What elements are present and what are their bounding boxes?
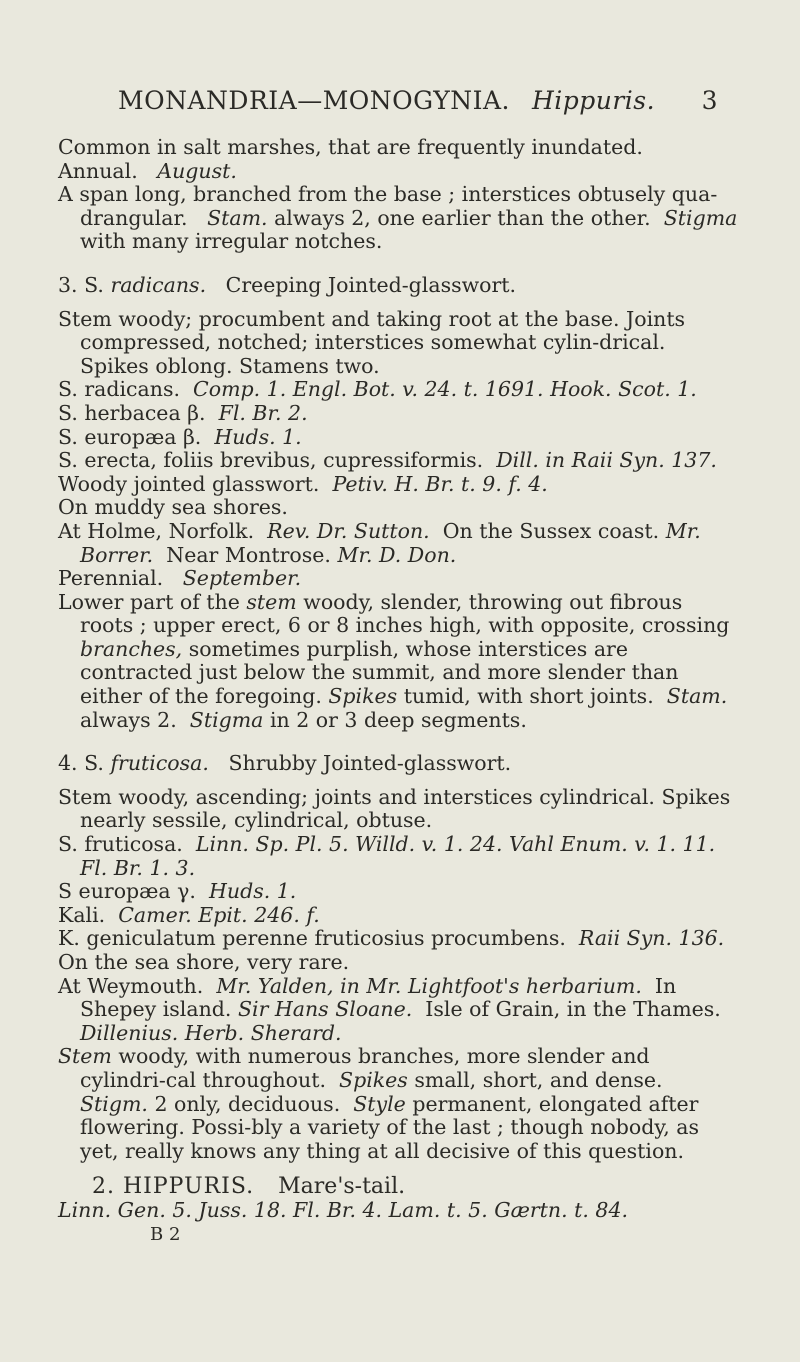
synonym: S. europæa β. Huds. 1.: [58, 424, 302, 449]
flowering-month: August.: [157, 158, 237, 183]
synonym: Kali. Camer. Epit. 246. f.: [58, 902, 320, 927]
body-text: [58, 136, 738, 1246]
locality: At Holme, Norfolk. Rev. Dr. Sutton. On the Sussex coast. Mr. Borrer. Near Montrose. Mr. D. Don.: [58, 518, 701, 567]
synonym: S. radicans. Comp. 1. Engl. Bot. v. 24. t. 1691. Hook. Scot. 1.: [58, 377, 697, 402]
species-heading: 4. S. fruticosa. Shrubby Jointed-glasswort.: [58, 751, 512, 776]
printer-signature: B 2: [150, 1223, 181, 1245]
genus-references: Linn. Gen. 5. Juss. 18. Fl. Br. 4. Lam. t. 5. Gærtn. t. 84.: [58, 1197, 629, 1222]
genus-heading: 2. HIPPURIS. Mare's-tail.: [92, 1174, 406, 1200]
description: Lower part of the stem woody, slender, throwing out fibrous roots ; upper erect, 6 or 8 inches high, with opposite, crossing branches, sometimes purplish, whose interstices are contracted just below the summit, and more slender than either of the foregoing. Spikes tumid, with short joints. Stam. always 2. Stigma in 2 or 3 deep segments.: [58, 589, 730, 732]
synonym: S europæa γ. Huds. 1.: [58, 879, 297, 904]
habitat-line: On muddy sea shores.: [58, 495, 288, 520]
duration-line: [58, 160, 738, 184]
diagnosis: Stem woody; procumbent and taking root at the base. Joints compressed, notched; interstices somewhat cylin-drical. Spikes oblong. Stamens two.: [58, 306, 686, 378]
duration-line: Perennial. September.: [58, 566, 302, 591]
synonym: S. erecta, foliis brevibus, cupressiformis. Dill. in Raii Syn. 137.: [58, 448, 717, 473]
diagnosis: Stem woody, ascending; joints and interstices cylindrical. Spikes nearly sessile, cylindrical, obtuse.: [58, 784, 731, 833]
header-running-genus: Hippuris.: [531, 86, 656, 115]
locality: At Weymouth. Mr. Yalden, in Mr. Lightfoot's herbarium. In Shepey island. Sir Hans Sloane. Isle of Grain, in the Thames. Dillenius. Herb. Sherard.: [58, 973, 721, 1045]
description: Stem woody, with numerous branches, more slender and cylindri-cal throughout. Spikes small, short, and dense. Stigm. 2 only, deciduous. Style permanent, elongated after flowering. Possi-bly a variety of the last ; though nobody, as yet, really knows any thing at all decisive of this question.: [58, 1044, 699, 1163]
page-header: [118, 86, 718, 115]
page-number: 3: [701, 86, 718, 115]
description: A span long, branched from the base ; interstices obtusely qua-drangular. Stam. always 2, one earlier than the other. Stigma with many irregular notches.: [58, 182, 738, 254]
species-heading: 3. S. radicans. Creeping Jointed-glasswort.: [58, 272, 517, 297]
synonym: Woody jointed glasswort. Petiv. H. Br. t. 9. f. 4.: [58, 471, 548, 496]
synonym: S. fruticosa. Linn. Sp. Pl. 5. Willd. v. 1. 24. Vahl Enum. v. 1. 11. Fl. Br. 1. 3.: [58, 832, 716, 880]
synonym: K. geniculatum perenne fruticosius procumbens. Raii Syn. 136.: [58, 926, 725, 951]
habitat-line: Common in salt marshes, that are frequently inundated.: [58, 135, 643, 159]
header-title: MONANDRIA—MONOGYNIA.: [118, 86, 510, 115]
synonym: S. herbacea β. Fl. Br. 2.: [58, 400, 308, 425]
duration: Annual.: [58, 158, 138, 183]
habitat-line: On the sea shore, very rare.: [58, 950, 350, 974]
